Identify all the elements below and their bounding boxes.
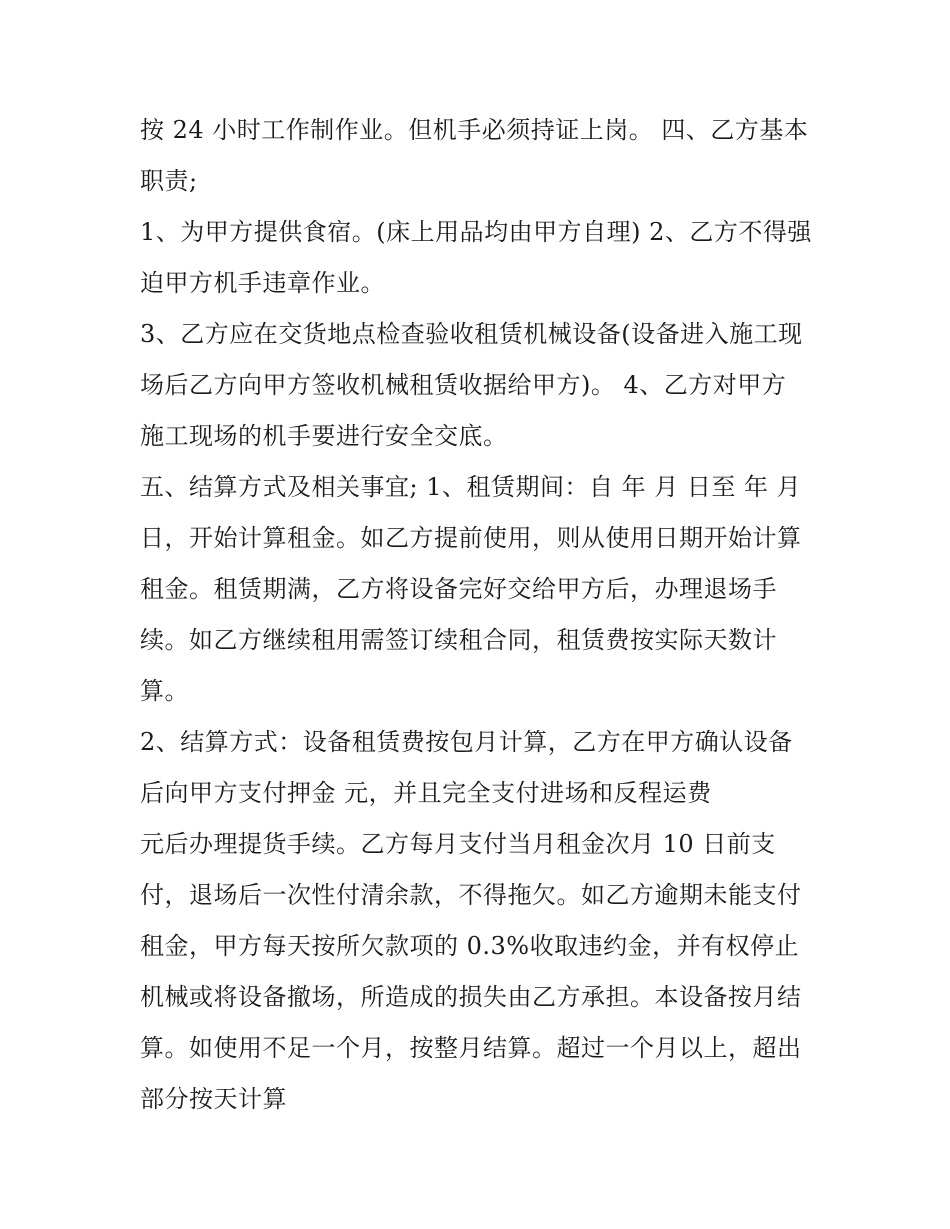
text-line: 场后乙方向甲方签收机械租赁收据给甲方)。 4、乙方对甲方 — [140, 371, 787, 399]
document-body — [140, 105, 820, 1125]
text-line: 3、乙方应在交货地点检查验收租赁机械设备(设备进入施工现 — [140, 320, 803, 348]
text-line: 五、结算方式及相关事宜; 1、租赁期间：自 年 月 日至 年 月 — [140, 473, 802, 501]
text-line: 按 24 小时工作制作业。但机手必须持证上岗。 四、乙方基本 — [140, 116, 809, 144]
text-line: 施工现场的机手要进行安全交底。 — [140, 422, 508, 450]
text-line: 租金，甲方每天按所欠款项的 0.3%收取违约金，并有权停止 — [140, 932, 800, 960]
text-line: 续。如乙方继续租用需签订续租合同，租赁费按实际天数计 — [140, 626, 777, 654]
text-line: 付，退场后一次性付清余款，不得拖欠。如乙方逾期未能支付 — [140, 881, 802, 909]
text-line: 租金。租赁期满，乙方将设备完好交给甲方后，办理退场手 — [140, 575, 777, 603]
text-line: 1、为甲方提供食宿。(床上用品均由甲方自理) 2、乙方不得强 — [140, 218, 812, 246]
text-line: 后向甲方支付押金 元，并且完全支付进场和反程运费 — [140, 779, 712, 807]
text-line: 算。如使用不足一个月，按整月结算。超过一个月以上，超出 — [140, 1034, 802, 1062]
text-line: 2、结算方式：设备租赁费按包月计算，乙方在甲方确认设备 — [140, 728, 793, 756]
text-line: 迫甲方机手违章作业。 — [140, 269, 385, 297]
text-line: 算。 — [140, 677, 189, 705]
text-line: 日，开始计算租金。如乙方提前使用，则从使用日期开始计算 — [140, 524, 802, 552]
text-line: 元后办理提货手续。乙方每月支付当月租金次月 10 日前支 — [140, 830, 776, 858]
text-line: 部分按天计算 — [140, 1085, 287, 1113]
text-line: 机械或将设备撤场，所造成的损失由乙方承担。本设备按月结 — [140, 983, 802, 1011]
text-line: 职责; — [140, 167, 198, 195]
